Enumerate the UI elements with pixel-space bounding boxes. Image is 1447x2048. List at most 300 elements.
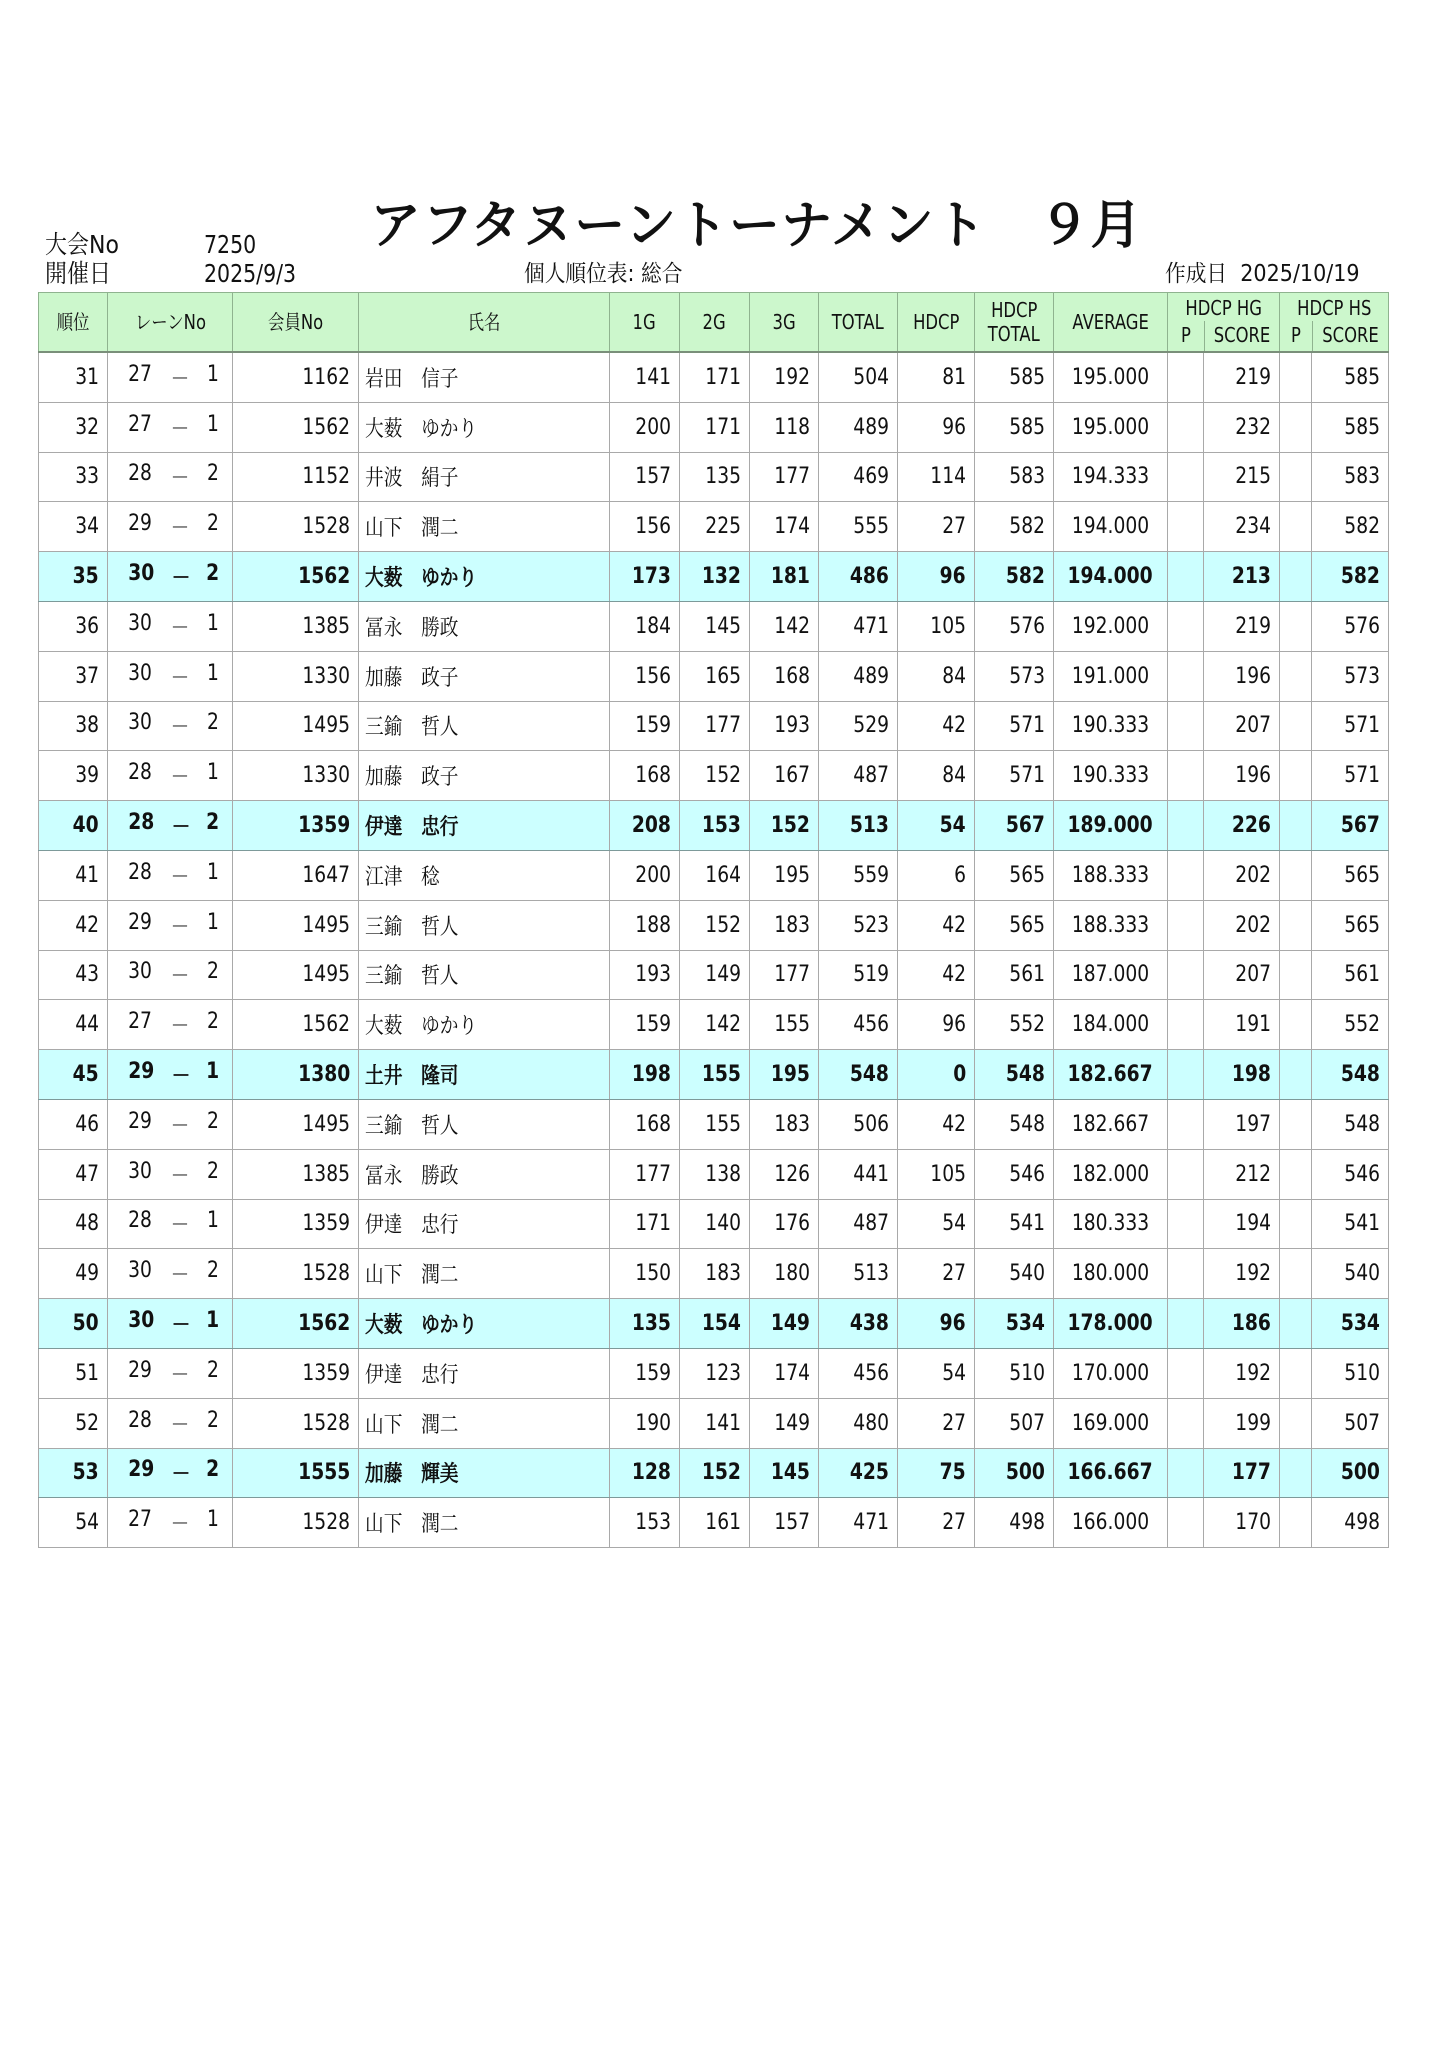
hs-score-cell-text: 573	[1344, 663, 1380, 689]
total-cell	[819, 352, 898, 402]
game1-cell	[610, 1348, 680, 1398]
lane-separator: －	[170, 964, 190, 990]
hs-score-cell	[1312, 601, 1389, 651]
rank-cell-text: 37	[75, 663, 99, 689]
game3-cell-text: 193	[774, 713, 810, 739]
hs-score-cell-text: 498	[1344, 1510, 1380, 1536]
hdcp-cell-text: 27	[942, 1410, 966, 1436]
lane-cell	[108, 1050, 233, 1100]
game3-cell-text: 180	[774, 1261, 810, 1287]
member-no-cell	[233, 452, 359, 502]
table-row	[39, 850, 1389, 900]
hdcp-total-cell-text: 510	[1009, 1360, 1045, 1386]
hs-score-cell-text: 571	[1344, 713, 1380, 739]
average-cell-text: 194.333	[1071, 464, 1150, 490]
hs-score-cell	[1312, 402, 1389, 452]
hs-p-cell	[1280, 1348, 1312, 1398]
hs-p-cell	[1280, 552, 1312, 602]
hdcp-cell	[898, 502, 975, 552]
hdcp-cell-text: 96	[942, 414, 966, 440]
hs-score-cell-text: 582	[1340, 564, 1380, 590]
game2-cell	[680, 701, 750, 751]
total-cell	[819, 1199, 898, 1249]
hs-score-cell	[1312, 1348, 1389, 1398]
hdcp-total-cell-text: 567	[1005, 813, 1045, 839]
hdcp-cell	[898, 1398, 975, 1448]
total-cell-text: 513	[853, 1261, 889, 1287]
hdcp-cell	[898, 1099, 975, 1149]
game3-cell-text: 177	[774, 962, 810, 988]
hg-score-cell	[1204, 1498, 1280, 1548]
col-rank: 順位	[39, 293, 108, 353]
lane-number: 29	[128, 1108, 152, 1134]
col-hdcp-total: HDCP TOTAL	[975, 293, 1054, 353]
lane-slot: 1	[207, 610, 219, 636]
game1-cell	[610, 452, 680, 502]
hg-score-cell-text: 232	[1235, 414, 1271, 440]
total-cell	[819, 1498, 898, 1548]
total-cell-text: 425	[849, 1460, 889, 1486]
hg-p-cell	[1168, 1299, 1204, 1349]
member-no-cell-text: 1528	[302, 1510, 350, 1536]
game3-cell-text: 145	[770, 1460, 810, 1486]
game2-cell	[680, 801, 750, 851]
name-cell-text: 伊達 忠行	[365, 1362, 459, 1388]
average-cell	[1054, 1249, 1168, 1299]
member-no-cell-text: 1562	[297, 1311, 350, 1337]
lane-slot: 2	[205, 810, 219, 836]
hs-score-cell-text: 546	[1344, 1161, 1380, 1187]
lane-number: 30	[128, 1258, 152, 1284]
lane-slot: 2	[207, 1009, 219, 1035]
lane-number: 30	[128, 959, 152, 985]
hdcp-cell	[898, 352, 975, 402]
average-cell	[1054, 1448, 1168, 1498]
hs-p-cell	[1280, 1000, 1312, 1050]
game1-cell	[610, 850, 680, 900]
lane-cell	[108, 402, 233, 452]
lane-cell	[108, 452, 233, 502]
game2-cell-text: 152	[705, 763, 741, 789]
lane-slot: 2	[207, 1108, 219, 1134]
lane-number: 28	[128, 1208, 152, 1234]
game3-cell	[750, 701, 819, 751]
game1-cell	[610, 651, 680, 701]
col-hdcp-hg: HDCP HG P SCORE	[1168, 293, 1280, 353]
rank-cell-text: 42	[75, 912, 99, 938]
hg-score-cell	[1204, 751, 1280, 801]
hdcp-total-cell	[975, 502, 1054, 552]
rank-cell	[39, 701, 108, 751]
game3-cell	[750, 751, 819, 801]
member-no-cell	[233, 950, 359, 1000]
lane-slot: 1	[207, 909, 219, 935]
hs-score-cell	[1312, 701, 1389, 751]
game2-cell	[680, 1398, 750, 1448]
hg-p-cell	[1168, 1000, 1204, 1050]
hdcp-total-cell	[975, 352, 1054, 402]
hg-score-cell	[1204, 1448, 1280, 1498]
name-cell	[359, 701, 610, 751]
game3-cell	[750, 950, 819, 1000]
hs-score-cell	[1312, 452, 1389, 502]
lane-slot: 2	[207, 710, 219, 736]
total-cell	[819, 601, 898, 651]
name-cell	[359, 352, 610, 402]
lane-cell	[108, 701, 233, 751]
game2-cell-text: 164	[705, 862, 741, 888]
game1-cell-text: 156	[635, 514, 671, 540]
average-cell	[1054, 1398, 1168, 1448]
hg-p-cell	[1168, 601, 1204, 651]
hdcp-cell	[898, 850, 975, 900]
member-no-cell-text: 1528	[302, 1410, 350, 1436]
hdcp-total-cell-text: 571	[1009, 763, 1045, 789]
game3-cell-text: 183	[774, 1111, 810, 1137]
rank-cell-text: 46	[75, 1111, 99, 1137]
total-cell-text: 489	[853, 663, 889, 689]
rank-cell	[39, 1000, 108, 1050]
lane-cell	[108, 1398, 233, 1448]
game2-cell-text: 138	[705, 1161, 741, 1187]
hg-p-cell	[1168, 402, 1204, 452]
game1-cell-text: 159	[635, 1012, 671, 1038]
average-cell-text: 192.000	[1071, 613, 1150, 639]
hdcp-total-cell-text: 548	[1009, 1111, 1045, 1137]
member-no-cell-text: 1562	[302, 1012, 350, 1038]
hdcp-total-cell-text: 582	[1009, 514, 1045, 540]
lane-separator: －	[170, 1362, 190, 1388]
lane-separator: －	[170, 416, 190, 442]
hs-score-cell	[1312, 1199, 1389, 1249]
member-no-cell	[233, 1299, 359, 1349]
game3-cell-text: 149	[774, 1410, 810, 1436]
total-cell	[819, 1000, 898, 1050]
game1-cell	[610, 552, 680, 602]
hdcp-total-cell	[975, 801, 1054, 851]
hs-score-cell	[1312, 751, 1389, 801]
member-no-cell-text: 1495	[302, 962, 350, 988]
game1-cell	[610, 1000, 680, 1050]
table-row	[39, 1199, 1389, 1249]
average-cell-text: 169.000	[1071, 1410, 1150, 1436]
member-no-cell-text: 1555	[297, 1460, 350, 1486]
game1-cell-text: 150	[635, 1261, 671, 1287]
name-cell-text: 加藤 政子	[365, 765, 459, 791]
tournament-no-label: 大会No	[45, 230, 119, 259]
hdcp-total-cell	[975, 701, 1054, 751]
rank-cell	[39, 601, 108, 651]
game1-cell	[610, 1299, 680, 1349]
lane-cell	[108, 502, 233, 552]
hg-score-cell	[1204, 601, 1280, 651]
hdcp-total-cell	[975, 1199, 1054, 1249]
game1-cell	[610, 1498, 680, 1548]
lane-slot: 2	[207, 1158, 219, 1184]
average-cell-text: 184.000	[1071, 1012, 1150, 1038]
table-row	[39, 950, 1389, 1000]
rank-cell	[39, 402, 108, 452]
member-no-cell	[233, 651, 359, 701]
hs-score-cell	[1312, 850, 1389, 900]
hg-score-cell	[1204, 651, 1280, 701]
date-label: 開催日	[45, 259, 112, 288]
rank-cell	[39, 1149, 108, 1199]
game3-cell-text: 167	[774, 763, 810, 789]
rank-cell	[39, 1398, 108, 1448]
hdcp-total-cell	[975, 1050, 1054, 1100]
name-cell-text: 加藤 政子	[365, 665, 459, 691]
game1-cell-text: 156	[635, 663, 671, 689]
game1-cell-text: 128	[631, 1460, 671, 1486]
hg-p-cell	[1168, 552, 1204, 602]
name-cell-text: 冨永 勝政	[365, 615, 459, 641]
lane-slot: 1	[207, 859, 219, 885]
hs-score-cell-text: 585	[1344, 364, 1380, 390]
hg-score-cell-text: 202	[1235, 912, 1271, 938]
table-row	[39, 701, 1389, 751]
game1-cell	[610, 751, 680, 801]
created-value: 2025/10/19	[1240, 261, 1360, 287]
game2-cell-text: 123	[705, 1360, 741, 1386]
game3-cell-text: 192	[774, 364, 810, 390]
hs-score-cell-text: 571	[1344, 763, 1380, 789]
hs-p-cell	[1280, 402, 1312, 452]
member-no-cell-text: 1385	[302, 1161, 350, 1187]
total-cell	[819, 452, 898, 502]
game2-cell-text: 153	[701, 813, 741, 839]
hg-score-cell-text: 192	[1235, 1360, 1271, 1386]
table-row	[39, 1249, 1389, 1299]
hg-score-cell-text: 234	[1235, 514, 1271, 540]
lane-number: 30	[128, 1308, 155, 1334]
hdcp-cell	[898, 950, 975, 1000]
hdcp-total-cell-text: 585	[1009, 364, 1045, 390]
name-cell-text: 大薮 ゆかり	[365, 1313, 478, 1339]
hs-p-cell	[1280, 701, 1312, 751]
hs-score-cell-text: 582	[1344, 514, 1380, 540]
hg-p-cell	[1168, 751, 1204, 801]
total-cell	[819, 552, 898, 602]
hs-score-cell-text: 510	[1344, 1360, 1380, 1386]
hg-score-cell	[1204, 1299, 1280, 1349]
game1-cell-text: 188	[635, 912, 671, 938]
lane-separator: －	[170, 516, 190, 542]
game2-cell	[680, 1149, 750, 1199]
total-cell	[819, 1299, 898, 1349]
hdcp-total-cell	[975, 850, 1054, 900]
total-cell-text: 471	[853, 613, 889, 639]
rank-cell-text: 54	[75, 1510, 99, 1536]
lane-number: 29	[128, 1357, 152, 1383]
hs-p-cell	[1280, 801, 1312, 851]
hs-score-cell-text: 541	[1344, 1211, 1380, 1237]
hg-score-cell-text: 213	[1231, 564, 1271, 590]
game2-cell	[680, 1099, 750, 1149]
lane-separator: －	[170, 1163, 190, 1189]
lane-slot: 2	[207, 959, 219, 985]
hdcp-cell-text: 96	[942, 1012, 966, 1038]
average-cell-text: 191.000	[1071, 663, 1150, 689]
lane-separator: －	[171, 1064, 191, 1090]
lane-number: 27	[128, 361, 152, 387]
hdcp-total-cell-text: 540	[1009, 1261, 1045, 1287]
game3-cell	[750, 352, 819, 402]
average-cell-text: 180.333	[1071, 1211, 1150, 1237]
col-hdcp-hs: HDCP HS P SCORE	[1280, 293, 1389, 353]
lane-number: 29	[128, 1457, 155, 1483]
name-cell	[359, 950, 610, 1000]
name-cell	[359, 850, 610, 900]
lane-cell	[108, 1348, 233, 1398]
game1-cell	[610, 900, 680, 950]
rank-cell	[39, 1249, 108, 1299]
game2-cell-text: 171	[705, 414, 741, 440]
game2-cell-text: 161	[705, 1510, 741, 1536]
hg-score-cell-text: 219	[1235, 364, 1271, 390]
game3-cell	[750, 1050, 819, 1100]
average-cell-text: 182.667	[1067, 1062, 1154, 1088]
hdcp-total-cell-text: 498	[1009, 1510, 1045, 1536]
game3-cell	[750, 1199, 819, 1249]
hdcp-total-cell	[975, 1299, 1054, 1349]
member-no-cell-text: 1359	[302, 1211, 350, 1237]
name-cell	[359, 402, 610, 452]
total-cell-text: 513	[849, 813, 889, 839]
name-cell	[359, 651, 610, 701]
hs-score-cell	[1312, 801, 1389, 851]
hg-score-cell-text: 207	[1235, 713, 1271, 739]
lane-cell	[108, 651, 233, 701]
average-cell	[1054, 402, 1168, 452]
table-row	[39, 352, 1389, 402]
total-cell	[819, 701, 898, 751]
lane-cell	[108, 1249, 233, 1299]
hs-p-cell	[1280, 900, 1312, 950]
game1-cell-text: 168	[635, 1111, 671, 1137]
name-cell-text: 三鍮 哲人	[365, 715, 459, 741]
table-header-row	[39, 293, 1389, 353]
total-cell	[819, 402, 898, 452]
hdcp-cell-text: 27	[942, 514, 966, 540]
member-no-cell	[233, 701, 359, 751]
game3-cell-text: 181	[770, 564, 810, 590]
rank-cell-text: 34	[75, 514, 99, 540]
hg-score-cell-text: 219	[1235, 613, 1271, 639]
hdcp-cell-text: 81	[942, 364, 966, 390]
lane-number: 27	[128, 1507, 152, 1533]
hg-p-cell	[1168, 1050, 1204, 1100]
total-cell-text: 529	[853, 713, 889, 739]
member-no-cell-text: 1359	[302, 1360, 350, 1386]
member-no-cell	[233, 1398, 359, 1448]
hg-score-cell	[1204, 352, 1280, 402]
hs-p-cell	[1280, 1099, 1312, 1149]
lane-slot: 1	[205, 1308, 219, 1334]
member-no-cell	[233, 502, 359, 552]
rank-cell-text: 31	[75, 364, 99, 390]
game1-cell-text: 208	[631, 813, 671, 839]
hs-score-cell-text: 567	[1340, 813, 1380, 839]
name-cell	[359, 601, 610, 651]
hg-score-cell-text: 192	[1235, 1261, 1271, 1287]
hs-p-cell	[1280, 651, 1312, 701]
game1-cell-text: 171	[635, 1211, 671, 1237]
hs-p-cell	[1280, 1249, 1312, 1299]
game2-cell	[680, 452, 750, 502]
lane-separator: －	[170, 466, 190, 492]
lane-number: 30	[128, 610, 152, 636]
rank-cell-text: 38	[75, 713, 99, 739]
lane-cell	[108, 352, 233, 402]
hdcp-cell	[898, 701, 975, 751]
hg-score-cell-text: 186	[1231, 1311, 1271, 1337]
member-no-cell	[233, 352, 359, 402]
table-row	[39, 1050, 1389, 1100]
hg-score-cell-text: 191	[1235, 1012, 1271, 1038]
game3-cell	[750, 1348, 819, 1398]
table-row	[39, 601, 1389, 651]
hg-score-cell-text: 226	[1231, 813, 1271, 839]
hg-score-cell-text: 197	[1235, 1111, 1271, 1137]
col-lane: レーンNo	[108, 293, 233, 353]
lane-cell	[108, 601, 233, 651]
table-row	[39, 1149, 1389, 1199]
member-no-cell	[233, 1249, 359, 1299]
hdcp-cell-text: 96	[939, 564, 966, 590]
game1-cell-text: 153	[635, 1510, 671, 1536]
hdcp-cell-text: 105	[930, 1161, 966, 1187]
hdcp-cell-text: 42	[942, 1111, 966, 1137]
average-cell-text: 194.000	[1071, 514, 1150, 540]
game3-cell	[750, 900, 819, 950]
hdcp-cell	[898, 1448, 975, 1498]
rank-cell	[39, 1199, 108, 1249]
total-cell-text: 486	[849, 564, 889, 590]
lane-number: 28	[128, 461, 152, 487]
name-cell	[359, 801, 610, 851]
member-no-cell	[233, 1448, 359, 1498]
member-no-cell-text: 1152	[302, 464, 350, 490]
results-body	[39, 352, 1389, 1548]
hs-score-cell-text: 583	[1344, 464, 1380, 490]
hg-score-cell	[1204, 1348, 1280, 1398]
lane-cell	[108, 1199, 233, 1249]
lane-slot: 1	[207, 1507, 219, 1533]
name-cell	[359, 1099, 610, 1149]
name-cell	[359, 1050, 610, 1100]
game2-cell	[680, 552, 750, 602]
lane-separator: －	[170, 1412, 190, 1438]
average-cell	[1054, 701, 1168, 751]
game3-cell-text: 149	[770, 1311, 810, 1337]
hg-score-cell-text: 177	[1231, 1460, 1271, 1486]
game1-cell-text: 177	[635, 1161, 671, 1187]
game3-cell-text: 174	[774, 1360, 810, 1386]
lane-slot: 2	[205, 561, 219, 587]
table-row	[39, 1348, 1389, 1398]
game2-cell	[680, 850, 750, 900]
member-no-cell	[233, 1149, 359, 1199]
hs-p-cell	[1280, 502, 1312, 552]
game3-cell	[750, 1099, 819, 1149]
game3-cell-text: 126	[774, 1161, 810, 1187]
game3-cell	[750, 1000, 819, 1050]
game1-cell	[610, 402, 680, 452]
col-average: AVERAGE	[1054, 293, 1168, 353]
hdcp-total-cell-text: 541	[1009, 1211, 1045, 1237]
hdcp-total-cell-text: 585	[1009, 414, 1045, 440]
